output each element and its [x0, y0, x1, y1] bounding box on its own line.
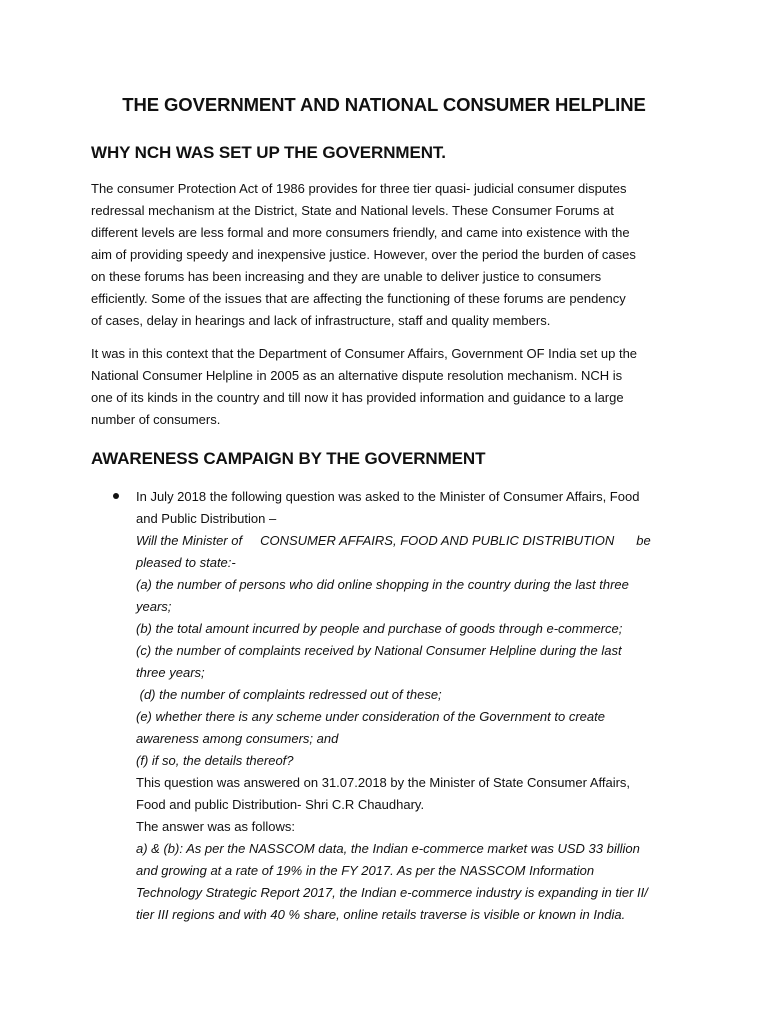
text-line: one of its kinds in the country and till now it has provided information and guidance to a large: [91, 390, 624, 405]
text-line: different levels are less formal and more consumers friendly, and came into existence with the: [91, 225, 630, 240]
answer-line: a) & (b): As per the NASSCOM data, the Indian e-commerce market was USD 33 billion: [136, 841, 640, 856]
answer-intro-line: Food and public Distribution- Shri C.R Chaudhary.: [136, 797, 425, 812]
text-line: redressal mechanism at the District, State and National levels. These Consumer Forums at: [91, 203, 614, 218]
text-line: National Consumer Helpline in 2005 as an alternative dispute resolution mechanism. NCH is: [91, 368, 623, 383]
answer-intro-line: This question was answered on 31.07.2018 by the Minister of State Consumer Affairs,: [136, 775, 631, 790]
question-line: (f) if so, the details thereof?: [136, 753, 294, 768]
section-heading-awareness-campaign: AWARENESS CAMPAIGN BY THE GOVERNMENT: [91, 449, 486, 468]
text-line: number of consumers.: [91, 412, 221, 427]
answer-line: Technology Strategic Report 2017, the Indian e-commerce industry is expanding in tier II/: [136, 885, 648, 900]
question-suffix: be: [636, 533, 651, 548]
question-line: three years;: [136, 665, 205, 680]
question-line: awareness among consumers; and: [136, 731, 339, 746]
text-line: The consumer Protection Act of 1986 provides for three tier quasi- judicial consumer disputes: [91, 181, 627, 196]
question-line: (b) the total amount incurred by people and purchase of goods through e-commerce;: [136, 621, 623, 636]
text-line: efficiently. Some of the issues that are affecting the functioning of these forums are pendency: [91, 291, 626, 306]
bullet-content: [136, 486, 696, 926]
paragraph-nch-context: [91, 343, 681, 431]
paragraph-consumer-protection-act: [91, 178, 681, 332]
question-line: (e) whether there is any scheme under consideration of the Government to create: [136, 709, 605, 724]
question-line-ministry: [136, 530, 696, 552]
answer-line: and growing at a rate of 19% in the FY 2017. As per the NASSCOM Information: [136, 863, 595, 878]
question-line: (a) the number of persons who did online shopping in the country during the last three: [136, 577, 629, 592]
question-line: (d) the number of complaints redressed out of these;: [136, 687, 442, 702]
text-line: It was in this context that the Department of Consumer Affairs, Government OF India set up the: [91, 346, 638, 361]
page-title: THE GOVERNMENT AND NATIONAL CONSUMER HELPLINE: [122, 94, 646, 115]
question-line: pleased to state:-: [136, 555, 236, 570]
text-line: on these forums has been increasing and they are unable to deliver justice to consumers: [91, 269, 602, 284]
text-line: of cases, delay in hearings and lack of infrastructure, staff and quality members.: [91, 313, 551, 328]
bullet-icon: [113, 493, 119, 499]
text-line: In July 2018 the following question was asked to the Minister of Consumer Affairs, Food: [136, 489, 640, 504]
text-line: aim of providing speedy and inexpensive justice. However, over the period the burden of cases: [91, 247, 636, 262]
answer-line: tier III regions and with 40 % share, online retails traverse is visible or known in India.: [136, 907, 626, 922]
question-ministry: CONSUMER AFFAIRS, FOOD AND PUBLIC DISTRIBUTION: [260, 533, 615, 548]
text-line: and Public Distribution –: [136, 511, 277, 526]
section-heading-why-nch: WHY NCH WAS SET UP THE GOVERNMENT.: [91, 143, 446, 162]
answer-intro-line: The answer was as follows:: [136, 819, 295, 834]
question-line: (c) the number of complaints received by National Consumer Helpline during the last: [136, 643, 622, 658]
question-prefix: Will the Minister of: [136, 533, 243, 548]
question-line: years;: [136, 599, 172, 614]
